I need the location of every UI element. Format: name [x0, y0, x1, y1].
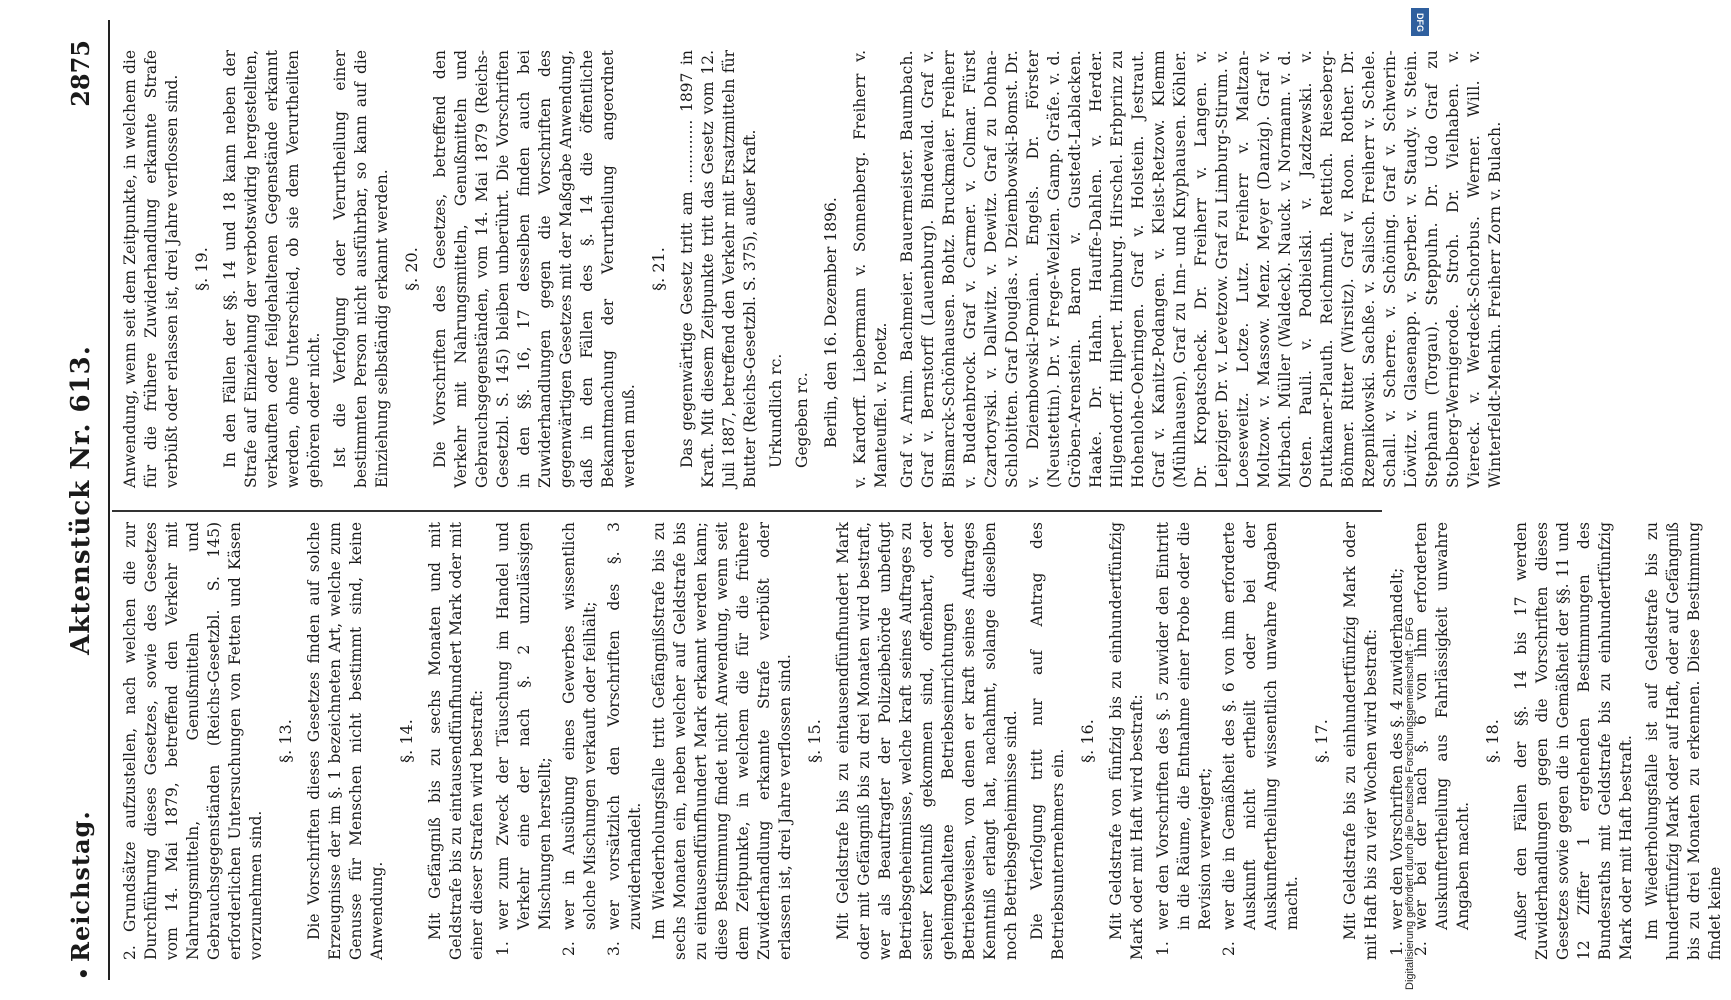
section-heading: §. 15. — [805, 719, 824, 763]
list-item-text: wer zum Zweck der Täuschung im Handel und Verkehr eine der nach §. 2 unzulässigen Mischungen herstellt; — [494, 522, 554, 930]
paragraph: Ist die Verfolgung oder Verurtheilung einer bestimmten Person nicht ausführbar, so kann auf die Einziehung selbständig erkannt werden. — [331, 50, 391, 488]
paragraph: Die Vorschriften dieses Gesetzes finden auf solche Erzeugnisse der im §. 1 bezeichneten Art, welche zum Genusse für Menschen nicht bestimmt sind, keine Anwendung. — [305, 522, 386, 960]
paragraph: Mit Geldstrafe bis zu einhundertfünfzig Mark oder mit Haft bis zu vier Wochen wird bestraft: — [1341, 522, 1380, 960]
list-item: 2. wer die in Gemäßheit des §. 6 von ihm erforderte Auskunft nicht ertheilt oder bei der Auskunftertheilung wissentlich unwahre Angaben macht. — [1220, 522, 1301, 956]
header-title: Aktenstück Nr. 613. — [66, 345, 96, 655]
paragraph: Mit Geldstrafe von fünfzig bis zu einhundertfünfzig Mark oder mit Haft wird bestraft: — [1107, 522, 1146, 960]
list-item: 1. wer den Vorschriften des §. 5 zuwider den Eintritt in die Räume, die Entnahme einer Probe oder die Revision verweigert; — [1154, 522, 1214, 956]
supporters-list: Graf v. Arnim. Bachmeier. Bauermeister. Baumbach. Graf v. Bernstorff (Lauenburg). Bindewald. Graf v. Bismarck-Schönhausen. Bohtz. Bruckmaier. Freiherr v. Buddenbrock. Graf v. Carmer. v. Colmar. Fürst Czartoryski. v. Dallwitz. v. Dewitz. Graf zu Dohna-Schlobitten. Graf Douglas. v. Dziembowski-Bomst. Dr. v. Dziembowski-Pomian. Engels. Dr. Förster (Neustettin). Dr. v. Frege-Welzien. Gamp. Gräfe. v. d. Gröben-Arenstein. Baron v. Gustedt-Lablacken. Haake. Dr. Hahn. Hauffe-Dahlen. v. Herder. Hilgendorff. Hilpert. Himburg. Hirschel. Erbprinz zu Hohenlohe-Oehringen. Graf v. Holstein. Jestraut. Graf v. Kanitz-Podangen. v. Kleist-Retzow. Klemm (Mühlhausen). Graf zu Inn- und Knyphausen. Köhler. Dr. Kropatscheck. Dr. Freiherr v. Langen. v. Leipziger. Dr. v. Levetzow. Graf zu Limburg-Stirum. v. Loeseweitz. Lotze. Lutz. Freiherr v. Maltzan-Moltzow. v. Massow. Menz. Meyer (Danzig). Graf v. Mirbach. Müller (Waldeck). Nauck. v. Normann. v. d. Osten. Pauli. v. Podbielski. v. Jazdzewski. v. Puttkamer-Plauth. Reichmuth. Rettich. Rieseberg-Böhmer. Ritter (Wirsitz). Graf v. Roon. Rother. Dr. Rzepnikowski. Sachße. v. Salisch. Freiherr v. Schele. Schall. v. Scherre. v. Schöning. Graf v. Schwerin-Löwitz. v. Glasenapp. v. Sperber. v. Staudy. v. Stein. Stephann (Torgau). Steppuhn. Dr. Udo Graf zu Stolberg-Wernigerode. Stroh. Dr. Vielhaben. v. Viereck. v. Werdeck-Schorbus. Werner. Will. v. Winterfeldt-Menkin. Freiherr Zorn v. Bulach. — [898, 50, 1504, 488]
section-heading: §. 21. — [649, 247, 668, 291]
section-heading: §. 14. — [397, 719, 416, 763]
section-heading: §. 19. — [192, 247, 211, 291]
section-heading: §. 16. — [1078, 719, 1097, 763]
paragraph: Das gegenwärtige Gesetz tritt am ............. 1897 in Kraft. Mit diesem Zeitpunkte tritt das Gesetz vom 12. Juli 1887, betreffend den Verkehr mit Ersatzmitteln für Butter (Reichs-Gesetzbl. S. 375), außer Kraft. — [678, 50, 759, 488]
paragraph: In den Fällen der §§. 14 und 18 kann neben der Strafe auf Einziehung der verbotswidrig hergestellten, verkauften oder feilgehaltenen Gegenstände erkannt werden, ohne Unterschied, ob sie dem Verurtheilten gehören oder nicht. — [221, 50, 323, 488]
section-heading: §. 17. — [1312, 719, 1331, 763]
list-item-text: wer den Vorschriften des §. 5 zuwider den Eintritt in die Räume, die Entnahme einer Probe oder die Revision verweigert; — [1154, 522, 1214, 930]
header-left: Reichstag. — [66, 810, 95, 962]
list-item-text: wer vorsätzlich den Vorschriften des §. 3 zuwiderhandelt. — [605, 522, 644, 930]
list-item: 1. wer den Vorschriften des §. 4 zuwiderhandelt; — [1388, 567, 1406, 956]
list-item-text: wer in Ausübung eines Gewerbes wissentlich solche Mischungen verkauft oder feilhält; — [560, 522, 599, 930]
date-line: Berlin, den 16. Dezember 1896. — [822, 197, 840, 448]
section-heading: §. 20. — [402, 247, 421, 291]
list-item-text: wer die in Gemäßheit des §. 6 von ihm erforderte Auskunft nicht ertheilt oder bei der Auskunftertheilung wissentlich unwahre Angaben macht. — [1220, 522, 1301, 930]
left-column — [120, 522, 1731, 960]
header-dot: • — [72, 967, 96, 980]
paragraph: Die Verfolgung tritt nur auf Antrag des Betriebsunternehmers ein. — [1028, 522, 1067, 960]
section-heading: §. 13. — [276, 719, 295, 763]
page-header — [58, 20, 98, 980]
given-formula: Gegeben rc. — [793, 372, 811, 468]
closing-formula: Urkundlich rc. — [767, 353, 785, 468]
paragraph: Im Wiederholungsfalle ist auf Geldstrafe bis zu hundertfünfzig Mark oder auf Haft, oder auf Gefängniß bis zu drei Monaten zu erkennen. Diese Bestimmung findet keine — [1643, 522, 1724, 960]
paragraph: Im Wiederholungsfalle tritt Gefängnißstrafe bis zu sechs Monaten ein, neben welcher auf Geldstrafe bis zu eintausendfünfhundert Mark erkannt werden kann; diese Bestimmung findet nicht Anwendung, wenn seit dem Zeitpunkte, in welchem die für die frühere Zuwiderhandlung erkannte Strafe verbüßt oder erlassen ist, drei Jahre verflossen sind. — [650, 522, 794, 960]
signatories: v. Kardorff. Liebermann v. Sonnenberg. Freiherr v. Manteuffel. v. Ploetz. — [851, 50, 890, 488]
column-divider — [112, 511, 1382, 513]
paragraph: 2. Grundsätze aufzustellen, nach welchen die zur Durchführung dieses Gesetzes, sowie des Gesetzes vom 14. Mai 1879, betreffend den Verkehr mit Nahrungsmitteln, Genußmitteln und Gebrauchsgegenständen (Reichs-Gesetzbl. S. 145) erforderlichen Untersuchungen von Fetten und Käsen vorzunehmen sind. — [121, 522, 265, 960]
header-rule — [108, 20, 110, 980]
dfg-logo: DFG — [1411, 8, 1429, 36]
paragraph: Anwendung, wenn seit dem Zeitpunkte, in welchem die für die frühere Zuwiderhandlung erkannte Strafe verbüßt oder erlassen ist, drei Jahre verflossen sind. — [121, 50, 181, 488]
paragraph: Die Vorschriften des Gesetzes, betreffend den Verkehr mit Nahrungsmitteln, Genußmitteln und Gebrauchsgegenständen, vom 14. Mai 1879 (Reichs-Gesetzbl. S. 145) bleiben unberührt. Die Vorschriften in den §§. 16, 17 desselben finden auch bei Zuwiderhandlungen gegen die Vorschriften des gegenwärtigen Gesetzes mit der Maßgabe Anwendung, daß in den Fällen des §. 14 die öffentliche Bekanntmachung der Verurtheilung angeordnet werden muß. — [431, 50, 638, 488]
list-item: 1. wer zum Zweck der Täuschung im Handel und Verkehr eine der nach §. 2 unzulässigen Mischungen herstellt; — [494, 522, 554, 956]
paragraph: Außer den Fällen der §§. 14 bis 17 werden Zuwiderhandlungen gegen die Vorschriften dieses Gesetzes sowie gegen die in Gemäßheit der §§. 11 und 12 Ziffer 1 ergehenden Bestimmungen des Bundesraths mit Geldstrafe bis zu einhundertfünfzig Mark oder mit Haft bestraft. — [1512, 522, 1635, 960]
list-item-text: wer den Vorschriften des §. 4 zuwiderhandelt; — [1388, 567, 1406, 930]
paragraph: Mit Geldstrafe bis zu eintausendfünfhundert Mark oder mit Gefängniß bis zu drei Monaten wird bestraft, wer als Beauftragter der Polizeibehörde unbefugt Betriebsgeheimnisse, welche kraft seines Auftrages zu seiner Kenntniß gekommen sind, offenbart, oder geheimgehaltene Betriebseinrichtungen oder Betriebsweisen, von denen er kraft seines Auftrages Kenntniß erlangt hat, nachahmt, solange dieselben noch Betriebsgeheimnisse sind. — [834, 522, 1020, 960]
section-heading: §. 18. — [1483, 719, 1502, 763]
digitization-note: Digitalisierung gefördert durch die Deutsche Forschungsgemeinschaft - DFG — [1404, 617, 1416, 990]
list-item: 2. wer bei der nach §. 6 von ihm erforderten Auskunftertheilung aus Fahrlässigkeit unwahre Angaben macht. — [1412, 522, 1472, 956]
list-item-text: wer bei der nach §. 6 von ihm erforderten Auskunftertheilung aus Fahrlässigkeit unwahre Angaben macht. — [1412, 522, 1472, 930]
page-number: 2875 — [66, 40, 95, 107]
list-item: 2. wer in Ausübung eines Gewerbes wissentlich solche Mischungen verkauft oder feilhält; — [560, 522, 599, 956]
list-item: 3. wer vorsätzlich den Vorschriften des §. 3 zuwiderhandelt. — [605, 522, 644, 956]
right-column — [120, 50, 1511, 488]
paragraph: Mit Gefängniß bis zu sechs Monaten und mit Geldstrafe bis zu eintausendfünfhundert Mark oder mit einer dieser Strafen wird bestraft: — [426, 522, 486, 960]
